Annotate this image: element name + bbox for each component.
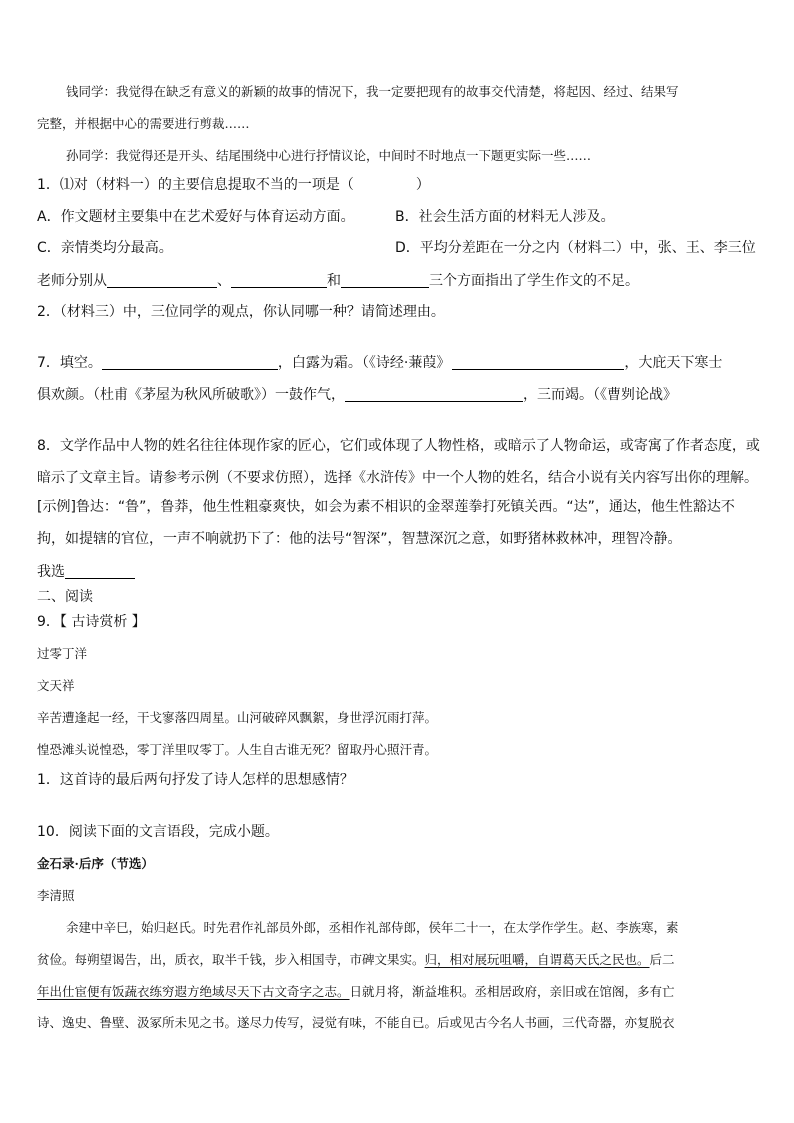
q1-blank-3[interactable] xyxy=(341,273,429,288)
passage-author: 李清照 xyxy=(37,888,75,903)
q1-blank-2[interactable] xyxy=(231,273,327,288)
poem-author: 文天祥 xyxy=(37,678,75,693)
underlined-sentence-1: 归，相对展玩咀嚼，自谓葛天氏之民也。 xyxy=(424,952,650,967)
q1-line4-tail: 三个方面指出了学生作文的不足。 xyxy=(429,273,639,289)
qian-line-1: 钱同学：我觉得在缺乏有意义的新颖的故事的情况下，我一定要把现有的故事交代清楚，将起因、经过、结果写 xyxy=(66,84,679,99)
q7-blank-3[interactable] xyxy=(345,387,523,402)
q7-dufu: 俱欢颜。（杜甫《茅屋为秋风所破歌》）一鼓作气， xyxy=(37,387,345,403)
q1-stem-suffix: ） xyxy=(415,177,430,193)
q7-line-1 xyxy=(37,355,794,370)
q7-label: 7．填空。 xyxy=(37,355,102,371)
underlined-sentence-2: 年出仕宦便有饭蔬衣练穷遐方绝域尽天下古文奇字之志。 xyxy=(37,984,350,999)
section-reading-title: 二、阅读 xyxy=(37,589,93,605)
passage-line-3 xyxy=(37,986,794,999)
q8-line-2: 暗示了文章主旨。请参考示例（不要求仿照），选择《水浒传》中一个人物的姓名，结合小说有关内容写出你的理解。 xyxy=(37,470,758,486)
q7-blank-1[interactable] xyxy=(102,355,278,370)
poem-verse-1: 辛苦遭逢起一经，干戈寥落四周星。山河破碎风飘絮，身世浮沉雨打萍。 xyxy=(37,710,438,725)
q10-heading: 10．阅读下面的文言语段，完成小题。 xyxy=(37,824,279,840)
q7-hanshi: ，大庇天下寒士 xyxy=(624,355,723,371)
passage-line-1: 余建中辛巳，始归赵氏。时先君作礼部员外郎，丞相作礼部侍郎，侯年二十一，在太学作学生。赵、李族寒，素 xyxy=(66,920,679,935)
poem-verse-2: 惶恐滩头说惶恐，零丁洋里叹零丁。人生自古谁无死？留取丹心照汗青。 xyxy=(37,742,438,757)
passage-line-2 xyxy=(37,954,794,967)
q1-blank-1[interactable] xyxy=(107,273,217,288)
q8-answer-blank[interactable] xyxy=(65,564,135,579)
passage-line-4: 诗、逸史、鲁壁、汲冢所未见之书。遂尽力传写，浸觉有味，不能自已。后或见古今名人书画，三代奇器，亦复脱衣 xyxy=(37,1015,675,1030)
passage-line-3-tail: 日就月将，渐益堆积。丞相居政府，亲旧或在馆阁，多有亡 xyxy=(349,984,675,999)
q1-option-d: D．平均分差距在一分之内（材料二）中，张、王、李三位 xyxy=(395,240,756,256)
q1-teacher-line xyxy=(37,273,794,288)
q1-line4-sep2: 和 xyxy=(327,273,341,289)
poem-title: 过零丁洋 xyxy=(37,646,88,661)
q7-blank-2[interactable] xyxy=(452,355,624,370)
q2-stem: 2．（材料三）中，三位同学的观点，你认同哪一种？请简述理由。 xyxy=(37,304,445,320)
passage-line-2-tail: 后二 xyxy=(649,952,675,967)
q8-line-1: 8．文学作品中人物的姓名往往体现作家的匠心，它们或体现了人物性格，或暗示了人物命运，或寄寓了作者态度，或 xyxy=(37,438,760,454)
q8-answer xyxy=(37,564,794,579)
q1-stem xyxy=(37,178,794,192)
qian-line-2: 完整，并根据中心的需要进行剪裁…… xyxy=(37,116,250,131)
passage-line-2-lead: 贫俭。每朔望谒告，出，质衣，取半千钱，步入相国寺，市碑文果实。 xyxy=(37,952,425,967)
sun-line: 孙同学：我觉得还是开头、结尾围绕中心进行抒情议论，中间时不时地点一下题更实际一些…… xyxy=(66,148,592,163)
q1-option-a: A．作文题材主要集中在艺术爱好与体育运动方面。 xyxy=(37,209,355,225)
q1-option-b: B．社会生活方面的材料无人涉及。 xyxy=(395,209,615,225)
q1-option-c: C．亲情类均分最高。 xyxy=(37,240,173,256)
q8-answer-label: 我选 xyxy=(37,564,65,580)
q7-caogui: ，三而竭。（《曹刿论战》 xyxy=(523,387,677,403)
q8-line-3: [示例]鲁达：“鲁”，鲁莽，他生性粗豪爽快，如会为素不相识的金翠莲拳打死镇关西。“达”，通达，他生性豁达不 xyxy=(37,499,735,515)
q1-stem-prefix: 1．⑴对（材料一）的主要信息提取不当的一项是（ xyxy=(37,177,354,193)
q8-line-4: 拘，如提辖的官位，一声不响就扔下了：他的法号“智深”，智慧深沉之意，如野猪林救林冲，理智冷静。 xyxy=(37,531,682,547)
q9-question: 1．这首诗的最后两句抒发了诗人怎样的思想感情？ xyxy=(37,772,354,788)
q1-line4-lead: 老师分别从 xyxy=(37,273,107,289)
q7-line-2 xyxy=(37,387,794,402)
q9-heading: 9．【 古诗赏析 】 xyxy=(37,614,146,630)
q7-jianjia: ，白露为霜。（《诗经·蒹葭》 xyxy=(277,355,451,371)
q1-line4-sep1: 、 xyxy=(217,273,231,289)
passage-title: 金石录·后序（节选） xyxy=(37,856,154,871)
